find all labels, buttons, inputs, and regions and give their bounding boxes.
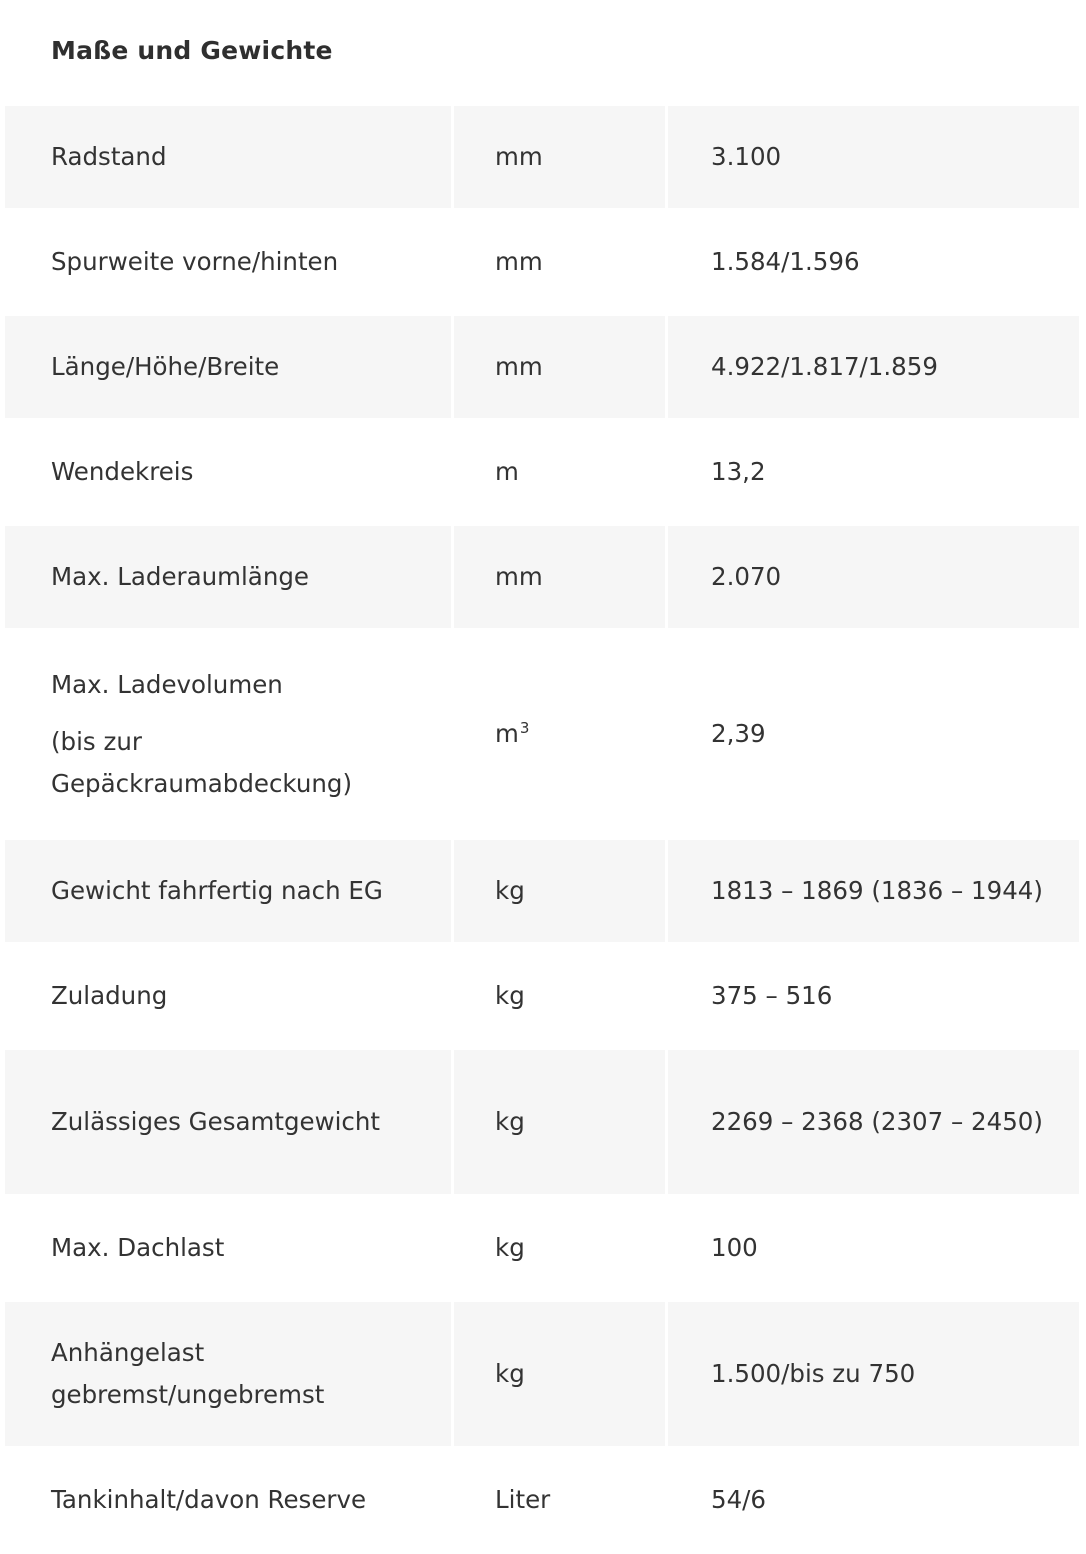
spec-table [5, 106, 1079, 1554]
row-unit: mm [454, 526, 665, 628]
row-unit: mm [454, 316, 665, 418]
row-unit: Liter [454, 1449, 665, 1551]
row-label: Max. Laderaumlänge [5, 526, 451, 628]
table-row [5, 1302, 1079, 1449]
unit-superscript: 3 [519, 719, 530, 737]
row-label: Gewicht fahrfertig nach EG [5, 840, 451, 942]
row-unit: kg [454, 1197, 665, 1299]
row-unit: m [495, 719, 519, 748]
row-value: 4.922/1.817/1.859 [668, 316, 1079, 418]
table-row [5, 526, 1079, 631]
row-unit: m [454, 421, 665, 523]
row-unit: kg [454, 1302, 665, 1446]
table-row [5, 840, 1079, 945]
table-row [5, 316, 1079, 421]
row-label: Zulässiges Gesamtgewicht [5, 1050, 451, 1194]
row-value: 13,2 [668, 421, 1079, 523]
row-value: 2269 – 2368 (2307 – 2450) [668, 1050, 1079, 1194]
row-unit-cell [454, 631, 665, 837]
row-unit: mm [454, 106, 665, 208]
table-row [5, 106, 1079, 211]
row-value: 1813 – 1869 (1836 – 1944) [668, 840, 1079, 942]
row-value: 100 [668, 1197, 1079, 1299]
row-value: 1.500/bis zu 750 [668, 1302, 1079, 1446]
row-unit: kg [454, 840, 665, 942]
row-unit: kg [454, 1050, 665, 1194]
row-value: 3.100 [668, 106, 1079, 208]
table-row [5, 1197, 1079, 1302]
table-row [5, 945, 1079, 1050]
row-label: Zuladung [5, 945, 451, 1047]
table-row [5, 1050, 1079, 1197]
row-label: Max. Ladevolumen [51, 669, 283, 699]
row-label: Radstand [5, 106, 451, 208]
row-label: Max. Dachlast [5, 1197, 451, 1299]
row-value: 2.070 [668, 526, 1079, 628]
row-unit: kg [454, 945, 665, 1047]
table-row [5, 1449, 1079, 1554]
table-row [5, 211, 1079, 316]
row-value: 54/6 [668, 1449, 1079, 1551]
row-unit: mm [454, 211, 665, 313]
row-label: Länge/Höhe/Breite [5, 316, 451, 418]
row-label: Wendekreis [5, 421, 451, 523]
table-row [5, 421, 1079, 526]
row-label-cell [5, 631, 451, 837]
row-label: Tankinhalt/davon Reserve [5, 1449, 451, 1551]
row-label: Anhängelast gebremst/ungebremst [5, 1302, 451, 1446]
row-value: 2,39 [668, 631, 1079, 837]
section-title: Maße und Gewichte [51, 36, 333, 65]
table-row [5, 631, 1079, 840]
row-value: 375 – 516 [668, 945, 1079, 1047]
row-value: 1.584/1.596 [668, 211, 1079, 313]
row-label: Spurweite vorne/hinten [5, 211, 451, 313]
row-label-note: (bis zur Gepäckraumabdeckung) [51, 726, 353, 798]
